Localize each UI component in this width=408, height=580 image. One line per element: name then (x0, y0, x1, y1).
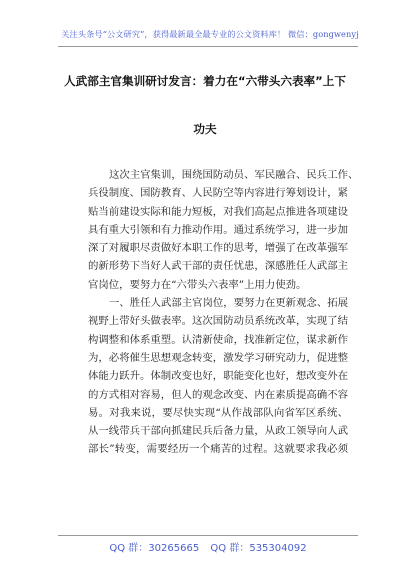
body-line: 具有重大引领和有力推动作用。通过系统学习，进一步加 (88, 223, 348, 236)
document-body (88, 166, 359, 459)
body-line: 贴当前建设实际和能力短板，对我们高起点推进各项建设 (88, 205, 348, 218)
body-line: 体能力跃升。体制改变也好，职能变化也好，想改变外在 (88, 370, 348, 383)
body-line: 易。对我来说，要尽快实现“从作战部队向省军区系统、 (88, 406, 348, 419)
body-line: 从一线带兵干部向抓建民兵后备力量，从政工领导向人武 (88, 425, 348, 438)
body-line: 的方式相对容易，但人的观念改变、内在素质提高确不容 (88, 388, 348, 401)
body-line: 视野上带好头做表率。这次国防动员系统改革，实现了结 (88, 315, 348, 328)
body-line: 一、胜任人武部主官岗位，要努力在更新观念、拓展 (109, 297, 348, 310)
body-line: 部长”转变，需要经历一个痛苦的过程。这就要求我必须 (88, 443, 348, 456)
footer-qq-group-1: QQ 群：30265665 (109, 543, 200, 554)
header-divider (58, 46, 358, 47)
body-line: 这次主官集训，围绕国防动员、军民融合、民兵工作、 (109, 169, 359, 181)
footer-divider (58, 535, 358, 536)
footer (58, 539, 358, 554)
document-title-continuation: 功夫 (193, 122, 217, 136)
body-line: 深了对履职尽责做好本职工作的思考，增强了在改革强军 (88, 242, 348, 255)
body-line: 为，必将催生思想观念转变，激发学习研究动力，促进整 (88, 351, 348, 364)
body-line: 官岗位，要努力在“六带头六表率”上用力使劲。 (88, 278, 307, 291)
footer-qq-group-2: QQ 群：535304092 (210, 543, 307, 554)
body-line: 的新形势下当好人武干部的责任忧患，深感胜任人武部主 (88, 260, 348, 273)
body-line: 构调整和体系重塑。认清新使命，找准新定位，谋求新作 (88, 333, 348, 346)
document-title: 人武部主官集训研讨发言：着力在“六带头六表率”上下 (64, 74, 346, 88)
header-banner: 关注头条号“公文研究”，获得最新最全最专业的公文资料库！ 微信：gongwenyj (61, 29, 359, 39)
body-line: 兵役制度、国防教育、人民防空等内容进行筹划设计，紧 (88, 187, 348, 200)
